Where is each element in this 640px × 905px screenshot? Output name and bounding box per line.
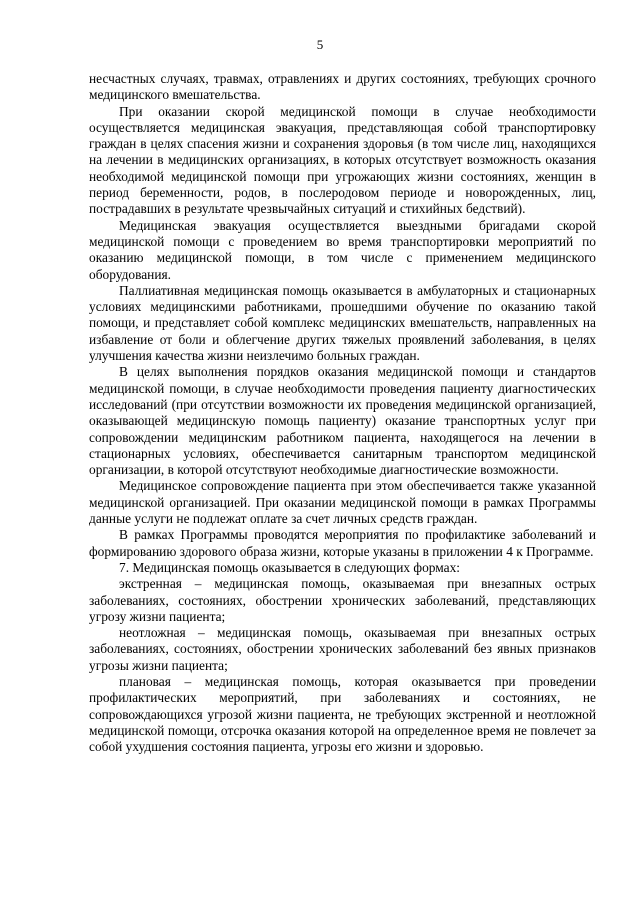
paragraph-palliative-care: Паллиативная медицинская помощь оказывается в амбулаторных и стационарных условиях медицинскими работниками, прошедшими обучение по оказанию такой помощи, и представляет собой комплекс медицинских вмешательств, направленных на избавление от боли и облегчение других тяжелых проявлений заболевания, в целях улучшения качества жизни неизлечимо больных граждан. xyxy=(89,282,596,364)
paragraph-prevention: В рамках Программы проводятся мероприятия по профилактике заболеваний и формированию здорового образа жизни, которые указаны в приложении 4 к Программе. xyxy=(89,527,596,559)
paragraph-emergency-form: экстренная – медицинская помощь, оказываемая при внезапных острых заболеваниях, состояниях, обострении хронических заболеваний, представляющих угрозу жизни пациента; xyxy=(89,576,596,624)
paragraph-continuation: несчастных случаях, травмах, отравлениях и других состояниях, требующих срочного медицинского вмешательства. xyxy=(89,71,596,103)
page-number: 5 xyxy=(316,37,324,52)
paragraph-planned-form: плановая – медицинская помощь, которая оказывается при проведении профилактических мероприятий, при заболеваниях и состояниях, не сопровождающихся угрозой жизни пациента, не требующих экстренной и неотложной медицинской помощи, отсрочка оказания которой на определенное время не повлечет за собой ухудшения состояния пациента, угрозы его жизни и здоровью. xyxy=(89,673,596,755)
paragraph-section-7-heading: 7. Медицинская помощь оказывается в следующих формах: xyxy=(119,559,461,575)
paragraph-transport-services: В целях выполнения порядков оказания медицинской помощи и стандартов медицинской помощи, в случае необходимости проведения пациенту диагностических исследований (при отсутствии возможности их проведения медицинской организацией, оказывающей медицинскую помощь пациенту) оказание транспортных услуг при сопровождении медицинским работником пациента, находящегося на лечении в стационарных условиях, обеспечивается санитарным транспортом медицинской организации, в которой отсутствуют необходимые диагностические возможности. xyxy=(89,364,596,478)
paragraph-evacuation-teams: Медицинская эвакуация осуществляется выездными бригадами скорой медицинской помощи с проведением во время транспортировки мероприятий по оказанию медицинской помощи, в том числе с применением медицинского оборудования. xyxy=(89,217,596,282)
paragraph-urgent-form: неотложная – медицинская помощь, оказываемая при внезапных острых заболеваниях, состояниях, обострении хронических заболеваний без явных признаков угрозы жизни пациента; xyxy=(89,625,596,673)
paragraph-medical-evacuation: При оказании скорой медицинской помощи в случае необходимости осуществляется медицинская эвакуация, представляющая собой транспортировку граждан в целях спасения жизни и сохранения здоровья (в том числе лиц, находящихся на лечении в медицинских организациях, в которых отсутствует возможность оказания необходимой медицинской помощи при угрожающих жизни состояниях, женщин в период беременности, родов, в послеродовом периоде и новорожденных, лиц, пострадавших в результате чрезвычайных ситуаций и стихийных бедствий). xyxy=(89,103,596,217)
document-body xyxy=(89,71,596,755)
paragraph-medical-escort: Медицинское сопровождение пациента при этом обеспечивается также указанной медицинской организацией. При оказании медицинской помощи в рамках Программы данные услуги не подлежат оплате за счет личных средств граждан. xyxy=(89,478,596,527)
